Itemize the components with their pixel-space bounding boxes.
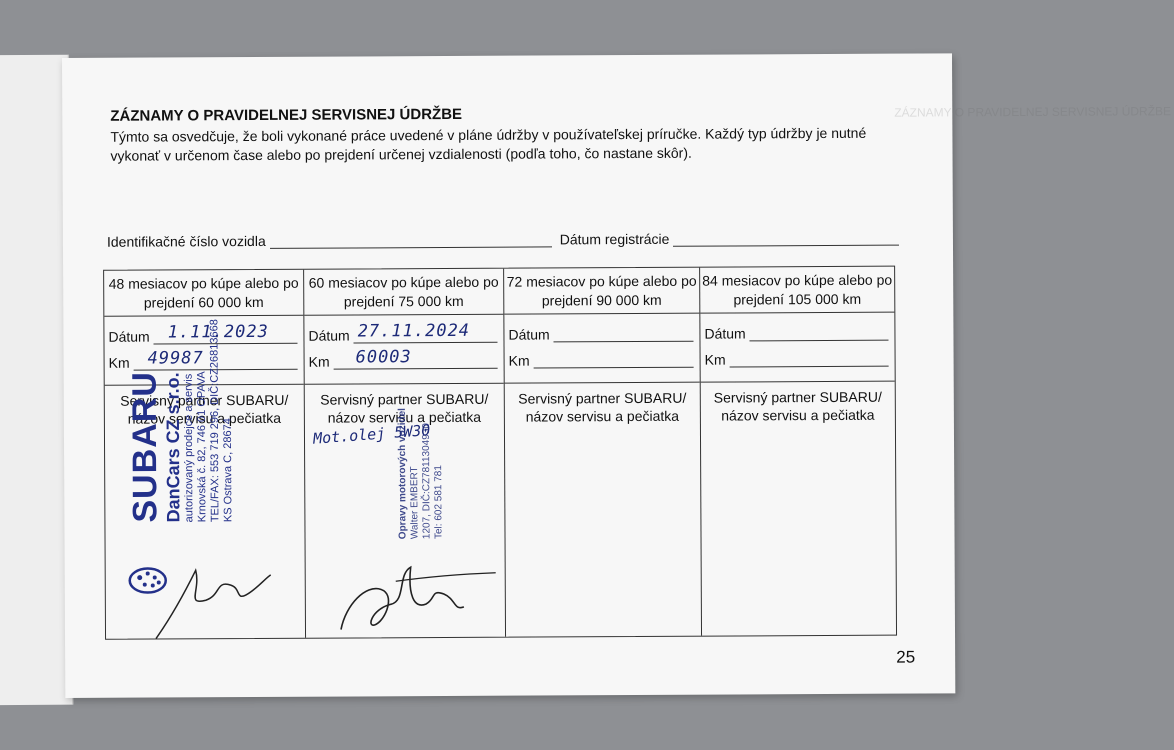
bleed-through-text: ZÁZNAMY O PRAVIDELNEJ SERVISNEJ ÚDRŽBE — [894, 104, 1172, 120]
date-label: Dátum — [704, 325, 746, 342]
service-table — [103, 266, 897, 640]
date-field[interactable] — [508, 322, 693, 343]
date-label: Dátum — [308, 327, 350, 344]
handwritten-date: 1.11.2023 — [167, 321, 269, 343]
partner-label: Servisný partner SUBARU/ názov servisu a pečiatka — [320, 390, 489, 426]
page-title: ZÁZNAMY O PRAVIDELNEJ SERVISNEJ ÚDRŽBE — [110, 105, 463, 125]
column-header: 84 mesiacov po kúpe alebo po prejdení 105 000 km — [700, 267, 894, 314]
stamp-line: Opravy motorových vozidel — [396, 408, 409, 540]
vin-label: Identifikačné číslo vozidla — [106, 232, 266, 250]
partner-label: Servisný partner SUBARU/ názov servisu a pečiatka — [713, 388, 882, 424]
stamp-brand: SUBARU — [125, 371, 165, 523]
partner-label: Servisný partner SUBARU/ názov servisu a pečiatka — [518, 389, 687, 425]
stamp-line: Walter EMBERT — [409, 466, 421, 540]
stamp-line: 1207, DIČ:CZ7811304930 — [420, 423, 433, 540]
dealer-stamp — [126, 319, 235, 523]
km-label: Km — [108, 354, 130, 371]
km-field[interactable] — [509, 348, 694, 369]
column-header: 60 mesiacov po kúpe alebo po prejdení 75 000 km — [304, 269, 503, 316]
registration-label: Dátum registrácie — [559, 230, 670, 248]
stamp-company: DanCars CZ s.r.o. — [162, 372, 184, 523]
km-label: Km — [308, 353, 330, 370]
service-column-84 — [700, 267, 896, 636]
page-number: 25 — [896, 647, 916, 667]
date-label: Dátum — [508, 326, 550, 343]
handwritten-oil-note: Mot.olej 5W30 — [312, 421, 431, 448]
km-field[interactable] — [309, 349, 498, 370]
stamp-line: KS Ostrava C, 28674 — [221, 418, 235, 523]
stamp-line: autorizovaný prodejce a servis — [182, 373, 196, 523]
km-field[interactable] — [705, 347, 889, 368]
registration-field[interactable] — [673, 231, 899, 247]
stamp-line: Krnovská č. 82, 746 01 OPAVA — [195, 371, 209, 523]
service-column-60 — [304, 269, 506, 638]
intro-text: Týmto sa osvedčuje, že boli vykonané práce uvedené v pláne údržby v používateľskej príručke. Každý typ údržby je nutné vykonať v určenom čase alebo po prejdení určenej vzdialenosti (podľa toho, čo nastane skôr). — [110, 124, 867, 164]
handwritten-km: 60003 — [355, 347, 412, 368]
stamp-line: Tel: 602 581 781 — [433, 465, 445, 540]
service-column-72 — [504, 268, 702, 637]
vehicle-id-row — [107, 230, 899, 250]
km-label: Km — [508, 352, 530, 369]
partner-label: Servisný partner SUBARU/ názov servisu a pečiatka — [120, 391, 289, 427]
column-fields — [304, 315, 503, 385]
date-label: Dátum — [108, 328, 150, 345]
column-fields — [504, 314, 699, 384]
handwritten-date: 27.11.2024 — [357, 320, 471, 342]
vin-field[interactable] — [270, 232, 552, 248]
date-field[interactable] — [704, 321, 888, 342]
column-header: 72 mesiacov po kúpe alebo po prejdení 90 000 km — [504, 268, 699, 315]
handwritten-km: 49987 — [147, 348, 204, 369]
column-header: 48 mesiacov po kúpe alebo po prejdení 60 000 km — [104, 270, 303, 317]
stamp-line: TEL/FAX: 553 719 296, DIČ:CZ26813668 — [208, 319, 222, 523]
signature-icon — [146, 560, 276, 641]
workshop-stamp — [397, 408, 446, 539]
service-column-48 — [104, 270, 306, 639]
service-record-page — [62, 53, 1172, 698]
column-fields — [700, 313, 894, 383]
signature-icon — [336, 559, 501, 638]
km-label: Km — [704, 351, 726, 368]
date-field[interactable] — [308, 320, 497, 344]
